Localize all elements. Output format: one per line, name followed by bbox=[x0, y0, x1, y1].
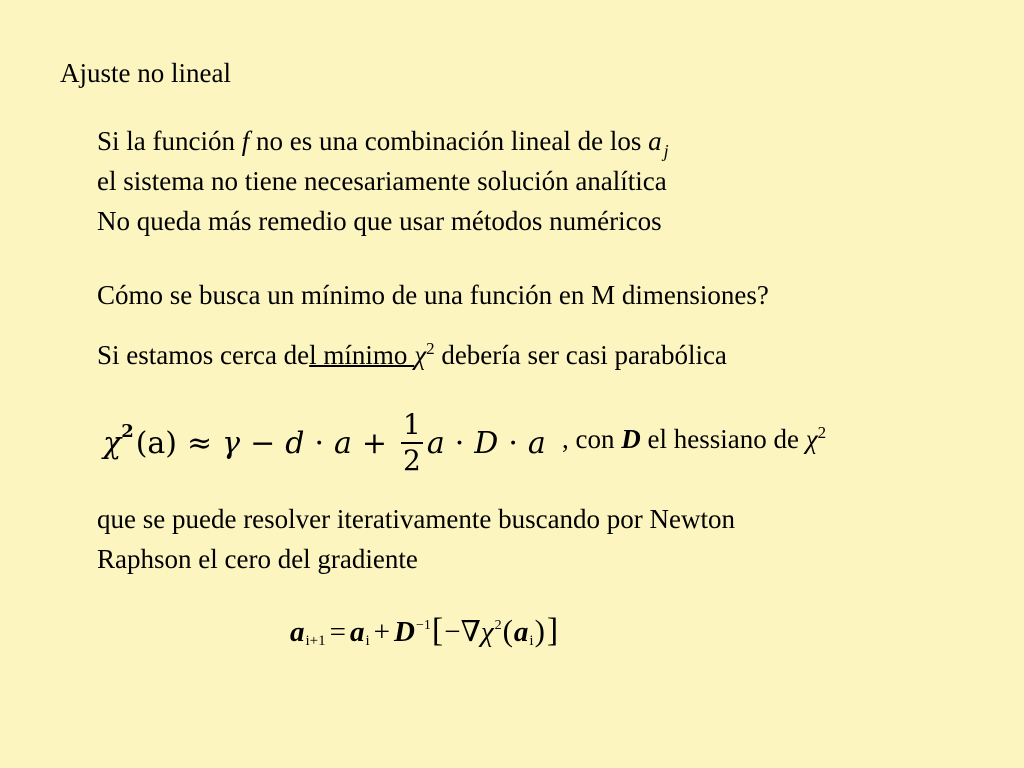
formula-tail bbox=[562, 424, 826, 455]
para1-line1-text-a: Si la función bbox=[97, 126, 242, 156]
f1-fraction bbox=[401, 408, 423, 477]
f2-sub-i: i bbox=[365, 633, 370, 649]
slide-title: Ajuste no lineal bbox=[60, 58, 231, 88]
formula-chi-square-approx bbox=[103, 403, 546, 483]
f2-minus: − bbox=[444, 616, 461, 648]
function-f: f bbox=[241, 126, 250, 156]
f1-D: D bbox=[474, 425, 499, 461]
f1-tail-chi: χ bbox=[805, 424, 818, 454]
f2-plus: + bbox=[373, 616, 391, 648]
f2-a-lhs: a bbox=[290, 616, 305, 648]
chi-symbol: χ bbox=[414, 340, 427, 370]
f1-dot-2: · bbox=[454, 425, 465, 461]
f1-a-2: a bbox=[426, 425, 445, 461]
para1-line1-text-b: no es una combinación lineal de los bbox=[249, 126, 649, 156]
para2-line2: Raphson el cero del gradiente bbox=[97, 544, 418, 574]
f2-left-paren: ( bbox=[502, 613, 513, 648]
f2-right-bracket: ] bbox=[546, 612, 559, 649]
f1-fraction-numerator: 1 bbox=[401, 411, 423, 444]
f2-a-arg: a bbox=[513, 616, 529, 648]
f2-right-paren: ) bbox=[534, 613, 545, 648]
f1-chi-exponent: 2 bbox=[121, 420, 134, 442]
f1-tail-D: D bbox=[621, 424, 641, 454]
f1-d: d bbox=[285, 425, 305, 461]
f1-chi: χ bbox=[103, 425, 122, 461]
f2-chi: χ bbox=[480, 616, 494, 648]
f2-sub-i-arg: i bbox=[529, 633, 534, 649]
f1-dot-1: · bbox=[314, 425, 324, 461]
near-text-a: Si estamos cerca de bbox=[97, 340, 310, 370]
f1-fraction-denominator: 2 bbox=[403, 444, 421, 477]
para2-line1: que se puede resolver iterativamente buscando por Newton bbox=[97, 504, 736, 534]
f1-tail-text-b: el hessiano de bbox=[640, 424, 806, 454]
f1-gamma: γ bbox=[222, 425, 241, 461]
f1-a-3: a bbox=[527, 425, 546, 461]
f1-dot-3: · bbox=[508, 425, 518, 461]
para1-line3: No queda más remedio que usar métodos numéricos bbox=[97, 206, 662, 236]
question-line: Cómo se busca un mínimo de una función en M dimensiones? bbox=[97, 280, 769, 310]
f2-chi-exponent: 2 bbox=[494, 618, 502, 633]
f2-sub-i-plus-1: i+1 bbox=[305, 633, 326, 649]
near-text-c: debería ser casi parabólica bbox=[434, 340, 727, 370]
f2-inverse-exponent: −1 bbox=[415, 618, 431, 633]
formula-newton-raphson bbox=[290, 612, 559, 650]
f1-plus: + bbox=[361, 425, 388, 461]
f1-approx: ≈ bbox=[187, 425, 213, 461]
f2-equals: = bbox=[329, 616, 346, 648]
para1-line1 bbox=[97, 126, 669, 161]
f1-a-1: a bbox=[334, 425, 352, 461]
f2-nabla: ∇ bbox=[460, 616, 481, 648]
f2-D: D bbox=[394, 616, 415, 648]
f1-lhs-arg: (a) bbox=[135, 425, 178, 461]
f2-a-rhs: a bbox=[350, 616, 365, 648]
near-minimum-line bbox=[97, 340, 727, 371]
f1-minus: − bbox=[250, 425, 276, 461]
f2-left-bracket: [ bbox=[431, 612, 444, 649]
subscript-j: j bbox=[663, 141, 669, 161]
var-a: a bbox=[648, 126, 662, 156]
para1-line2: el sistema no tiene necesariamente solución analítica bbox=[97, 166, 667, 196]
near-text-b: l mínimo bbox=[309, 340, 415, 370]
f1-tail-chi-exponent: 2 bbox=[817, 423, 827, 442]
f1-tail-text-a: , con bbox=[562, 424, 622, 454]
chi-exponent: 2 bbox=[426, 339, 435, 358]
